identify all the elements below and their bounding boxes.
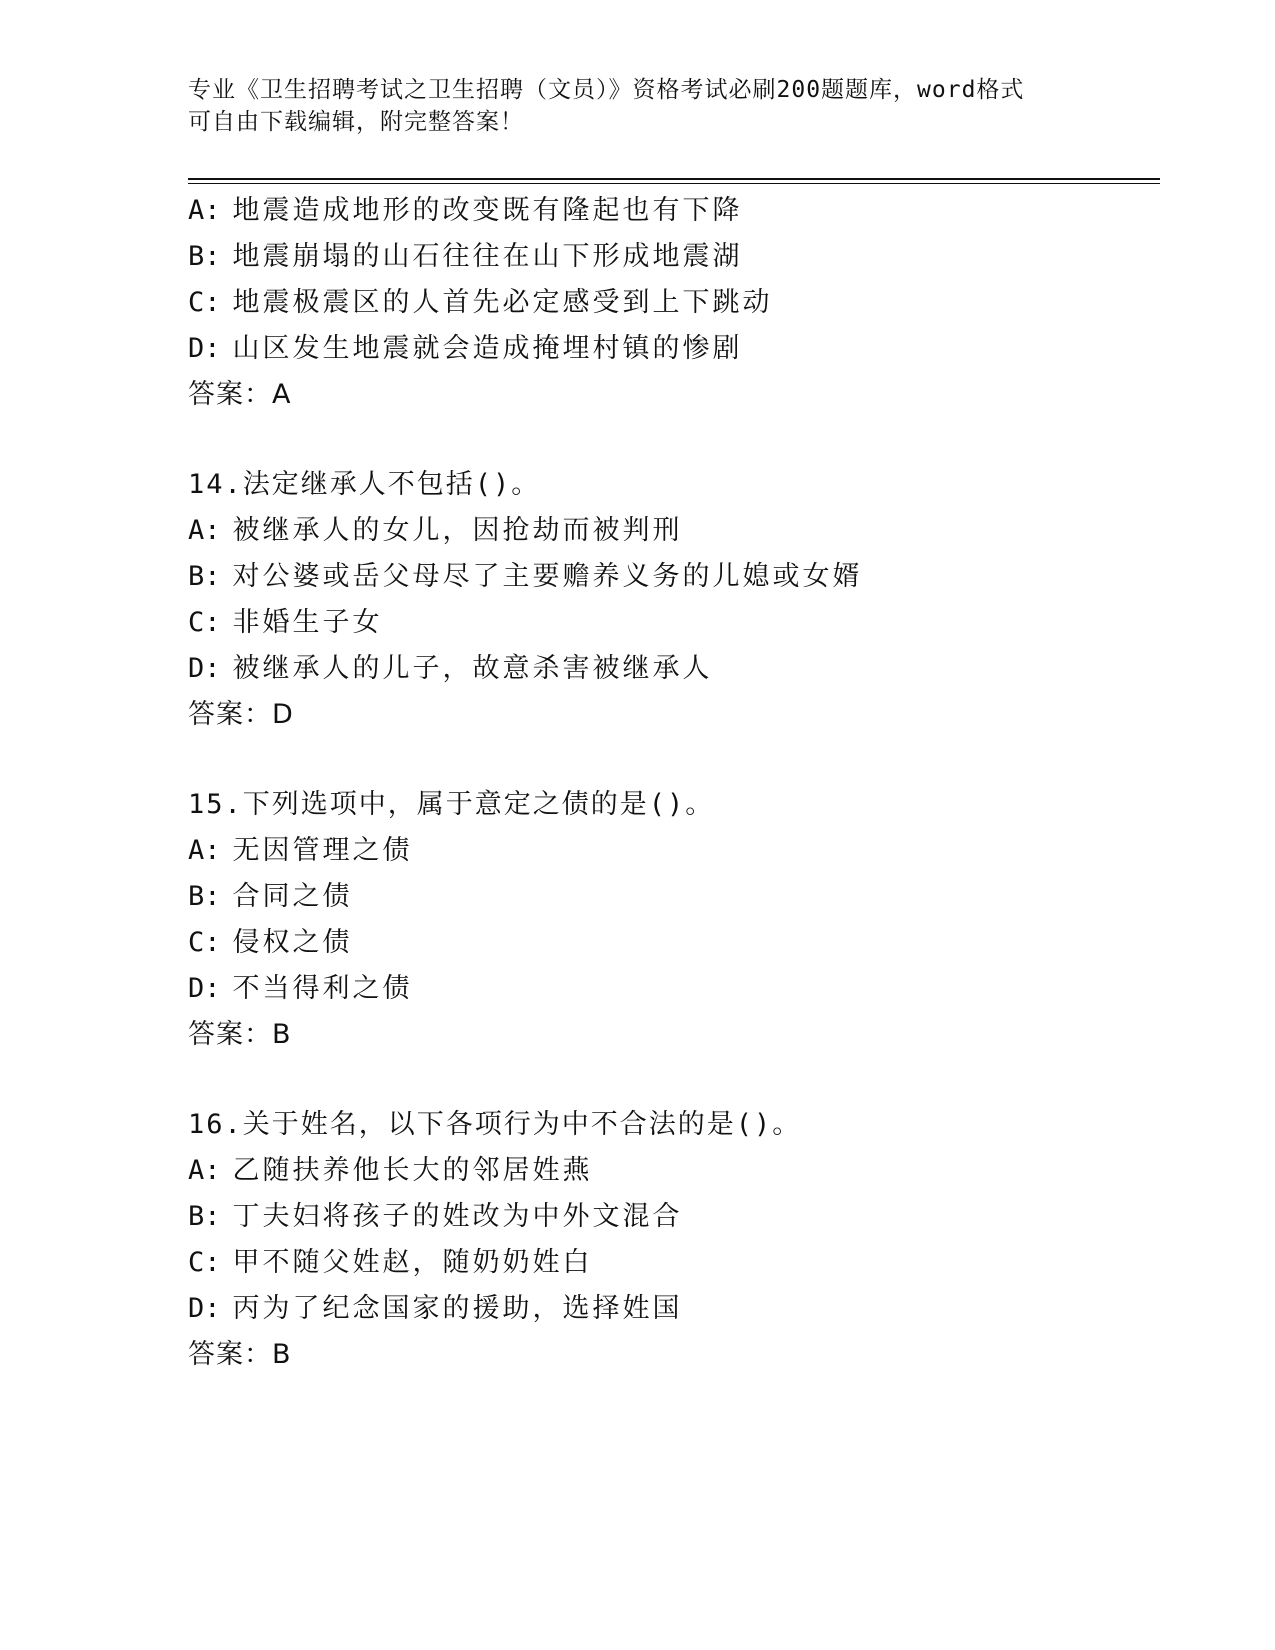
header-line-2: 可自由下载编辑，附完整答案！: [188, 109, 524, 135]
option-d: D: 丙为了纪念国家的援助，选择姓国: [188, 1293, 683, 1324]
header-rule-thin: [188, 183, 1160, 184]
option-a: A: 无因管理之债: [188, 835, 413, 866]
question-stem: 14.法定继承人不包括()。: [188, 469, 541, 500]
option-b: B: 对公婆或岳父母尽了主要赡养义务的儿媳或女婿: [188, 561, 863, 592]
document-header: [188, 74, 1088, 138]
option-c: C: 地震极震区的人首先必定感受到上下跳动: [188, 287, 773, 318]
option-c: C: 甲不随父姓赵，随奶奶姓白: [188, 1247, 593, 1278]
question-15: [188, 782, 1168, 1058]
header-line-1: 专业《卫生招聘考试之卫生招聘（文员）》资格考试必刷200题题库，word格式: [188, 77, 1025, 103]
option-b: B: 合同之债: [188, 881, 353, 912]
question-stem: 16.关于姓名，以下各项行为中不合法的是()。: [188, 1109, 802, 1140]
answer: 答案：B: [188, 1339, 292, 1370]
spacer: [188, 738, 1168, 782]
option-a: A: 乙随扶养他长大的邻居姓燕: [188, 1155, 593, 1186]
question-13: [188, 188, 1168, 418]
option-a: A: 被继承人的女儿，因抢劫而被判刑: [188, 515, 683, 546]
option-d: D: 被继承人的儿子，故意杀害被继承人: [188, 653, 713, 684]
spacer: [188, 418, 1168, 462]
question-stem: 15.下列选项中，属于意定之债的是()。: [188, 789, 715, 820]
option-b: B: 丁夫妇将孩子的姓改为中外文混合: [188, 1201, 683, 1232]
question-list: [188, 188, 1168, 1378]
answer: 答案：D: [188, 699, 294, 730]
answer: 答案：B: [188, 1019, 292, 1050]
header-rule-thick: [188, 178, 1160, 180]
spacer: [188, 1058, 1168, 1102]
option-c: C: 非婚生子女: [188, 607, 383, 638]
option-d: D: 山区发生地震就会造成掩埋村镇的惨剧: [188, 333, 743, 364]
option-c: C: 侵权之债: [188, 927, 353, 958]
question-14: [188, 462, 1168, 738]
answer: 答案：A: [188, 379, 292, 410]
option-a: A: 地震造成地形的改变既有隆起也有下降: [188, 195, 743, 226]
question-16: [188, 1102, 1168, 1378]
option-d: D: 不当得利之债: [188, 973, 413, 1004]
option-b: B: 地震崩塌的山石往往在山下形成地震湖: [188, 241, 743, 272]
